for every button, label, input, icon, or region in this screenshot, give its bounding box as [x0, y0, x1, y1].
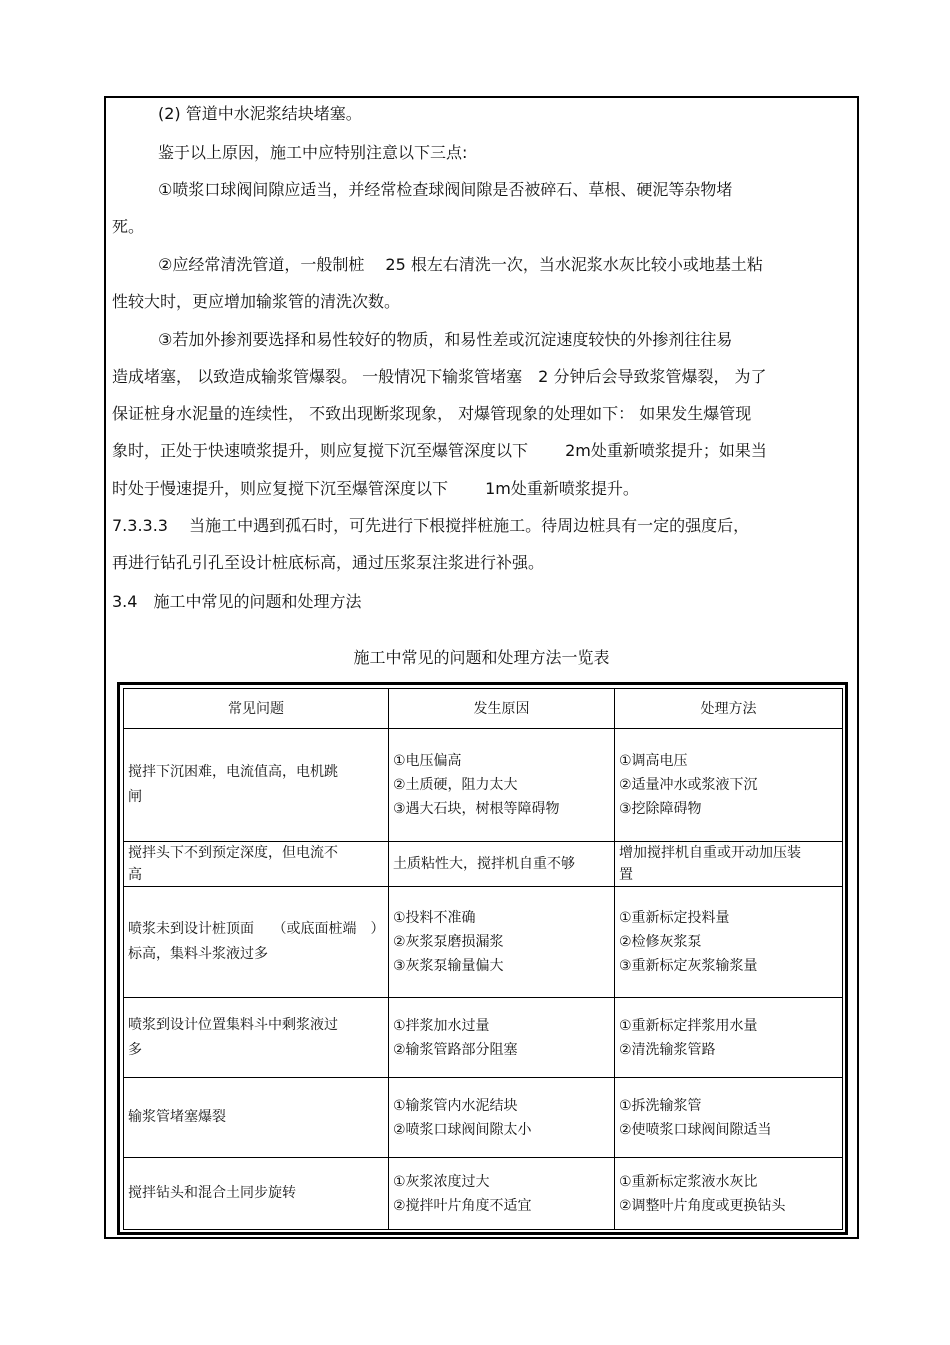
cell-line: 置 [619, 867, 633, 883]
cell-line: ①投料不准确 [393, 910, 476, 926]
paragraph-line: 造成堵塞， 以致造成输浆管爆裂。 一般情况下输浆管堵塞 2 分钟后会导致浆管爆裂， 为了 [112, 367, 767, 386]
cell-line: 搅拌下沉困难，电流值高，电机跳 [128, 764, 338, 780]
cell-problem [124, 842, 389, 887]
cell-line: ①灰浆浓度过大 [393, 1173, 490, 1190]
cell-cause [389, 1078, 615, 1158]
section-line: 7.3.3.3 当施工中遇到孤石时，可先进行下根搅拌桩施工。待周边桩具有一定的强度后， [112, 516, 750, 535]
paragraph-line: 性较大时，更应增加输浆管的清洗次数。 [112, 292, 401, 311]
paragraph-line: (2) 管道中水泥浆结块堵塞。 [158, 104, 362, 123]
table-header-row [124, 689, 843, 729]
cell-line: 高 [128, 867, 142, 883]
section-heading: 3.4 施工中常见的问题和处理方法 [112, 592, 362, 611]
cell-line: ①输浆管内水泥结块 [393, 1097, 518, 1114]
cell-line: ①重新标定浆液水灰比 [619, 1173, 758, 1190]
cell-solution [615, 998, 843, 1078]
cell-problem [124, 998, 389, 1078]
paragraph-line: 象时，正处于快速喷浆提升，则应复搅下沉至爆管深度以下 2m处重新喷浆提升；如果当 [112, 441, 767, 460]
cell-line: 标高，集料斗浆液过多 [128, 946, 268, 962]
cell-cause [389, 887, 615, 998]
table-row [124, 842, 843, 887]
cell-line: ①重新标定拌浆用水量 [619, 1017, 758, 1034]
paragraph-line: 鉴于以上原因，施工中应特别注意以下三点: [158, 143, 468, 162]
cell-line: ③重新标定灰浆输浆量 [619, 958, 758, 974]
paragraph-line: ②应经常清洗管道，一般制桩 25 根左右清洗一次，当水泥浆水灰比较小或地基土粘 [158, 255, 763, 274]
cell-line: 输浆管堵塞爆裂 [128, 1109, 226, 1125]
cell-problem [124, 1078, 389, 1158]
cell-line: 搅拌头下不到预定深度，但电流不 [128, 845, 338, 861]
cell-line: ①电压偏高 [393, 753, 462, 769]
cell-line: ①拌浆加水过量 [393, 1017, 490, 1034]
cell-solution [615, 842, 843, 887]
header-cause: 发生原因 [389, 689, 615, 729]
table-row [124, 1078, 843, 1158]
cell-problem [124, 887, 389, 998]
cell-line: ①调高电压 [619, 753, 688, 769]
table-row [124, 1158, 843, 1230]
cell-line: ③灰浆泵输量偏大 [393, 958, 504, 974]
cell-problem [124, 1158, 389, 1230]
paragraph-line: 死。 [112, 217, 145, 236]
cell-line: ②适量冲水或浆液下沉 [619, 777, 758, 793]
cell-solution [615, 1078, 843, 1158]
cell-line: ②土质硬，阻力太大 [393, 777, 518, 793]
cell-line: 多 [128, 1041, 142, 1058]
cell-line: 喷浆到设计位置集料斗中剩浆液过 [128, 1016, 338, 1033]
paragraph-line: 再进行钻孔引孔至设计桩底标高，通过压浆泵注浆进行补强。 [112, 553, 545, 572]
cell-line: ③挖除障碍物 [619, 801, 702, 817]
cell-line: ①拆洗输浆管 [619, 1097, 702, 1114]
paragraph-line: ①喷浆口球阀间隙应适当，并经常检查球阀间隙是否被碎石、草根、硬泥等杂物堵 [158, 180, 733, 199]
cell-line: ②使喷浆口球阀间隙适当 [619, 1121, 772, 1138]
cell-solution [615, 887, 843, 998]
paragraph-line: 时处于慢速提升，则应复搅下沉至爆管深度以下 1m处重新喷浆提升。 [112, 479, 639, 498]
table-row [124, 887, 843, 998]
cell-line: 喷浆未到设计桩顶面 （或底面桩端 ） [128, 921, 385, 937]
table-caption: 施工中常见的问题和处理方法一览表 [353, 648, 610, 667]
cell-line: ①重新标定投料量 [619, 910, 730, 926]
header-solution: 处理方法 [615, 689, 843, 729]
table-row [124, 998, 843, 1078]
paragraph-line: ③若加外掺剂要选择和易性较好的物质，和易性差或沉淀速度较快的外掺剂往往易 [158, 330, 733, 349]
cell-line: 闸 [128, 789, 142, 805]
cell-line: ②搅拌叶片角度不适宜 [393, 1197, 532, 1214]
paragraph-line: 保证桩身水泥量的连续性， 不致出现断浆现象， 对爆管现象的处理如下： 如果发生爆管现 [112, 404, 752, 423]
cell-line: 增加搅拌机自重或开动加压装 [619, 845, 801, 861]
cell-line: 土质粘性大，搅拌机自重不够 [393, 856, 575, 872]
cell-cause [389, 998, 615, 1078]
header-problem: 常见问题 [124, 689, 389, 729]
cell-line: ②调整叶片角度或更换钻头 [619, 1197, 786, 1214]
cell-line: ②输浆管路部分阻塞 [393, 1041, 518, 1058]
cell-line: ②清洗输浆管路 [619, 1041, 716, 1058]
cell-solution [615, 729, 843, 842]
cell-line: ③遇大石块，树根等障碍物 [393, 801, 560, 817]
cell-line: 搅拌钻头和混合土同步旋转 [128, 1185, 296, 1201]
cell-solution [615, 1158, 843, 1230]
cell-problem [124, 729, 389, 842]
cell-line: ②检修灰浆泵 [619, 934, 702, 950]
cell-cause [389, 1158, 615, 1230]
table-row [124, 729, 843, 842]
cell-cause [389, 842, 615, 887]
cell-cause [389, 729, 615, 842]
cell-line: ②喷浆口球阀间隙太小 [393, 1121, 532, 1138]
problems-table [123, 688, 843, 1230]
table-outer-border [117, 682, 848, 1235]
cell-line: ②灰浆泵磨损漏浆 [393, 934, 504, 950]
